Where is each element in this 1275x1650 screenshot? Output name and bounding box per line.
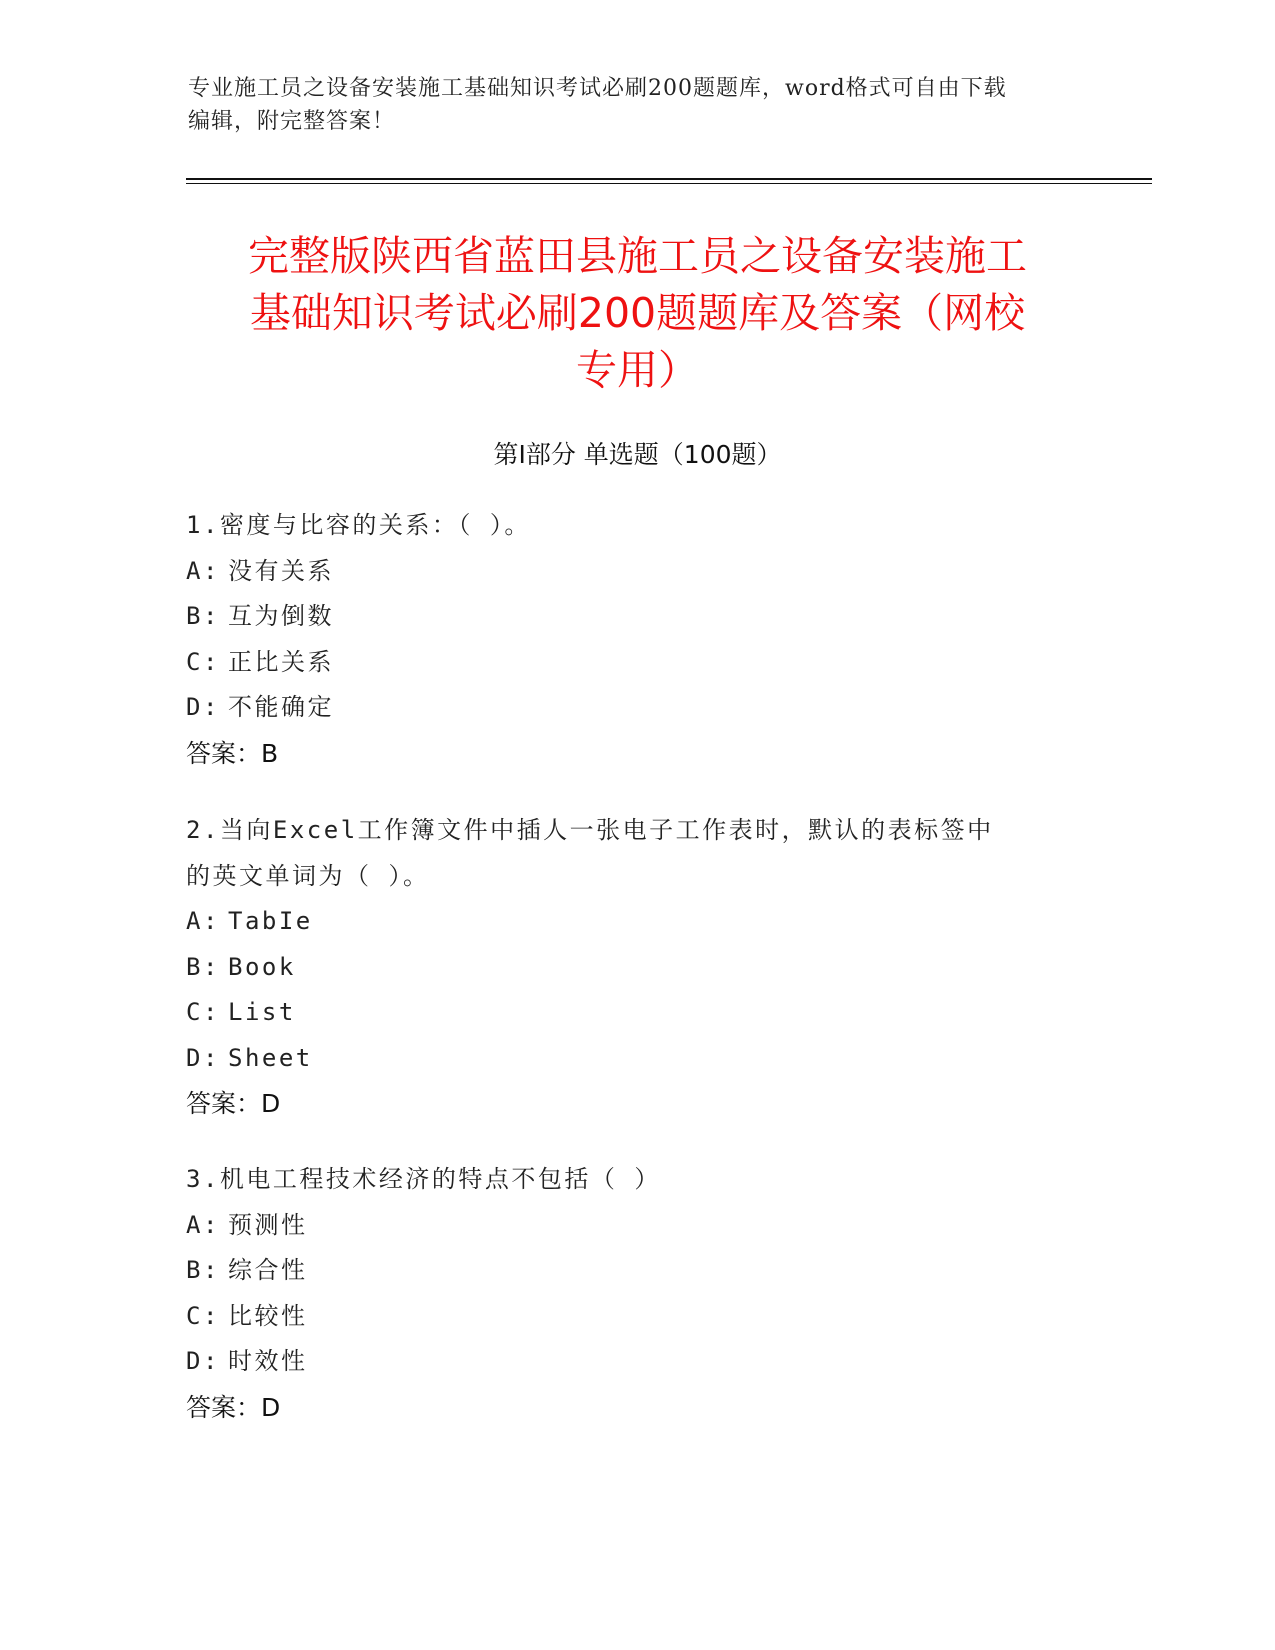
option-text: 综合性 (228, 1256, 308, 1284)
answer-line: 答案：D (186, 1392, 281, 1422)
option-a (186, 1203, 1086, 1249)
option-a (186, 899, 1086, 945)
option-b (186, 1248, 1086, 1294)
option-letter: D: (186, 693, 220, 721)
option-letter: A: (186, 556, 220, 585)
option-letter: D: (186, 1347, 220, 1375)
option-letter: B: (186, 952, 220, 981)
option-c (186, 640, 1086, 686)
option-letter: C: (186, 998, 220, 1026)
option-letter: B: (186, 602, 220, 630)
question-stem (186, 503, 1086, 549)
option-letter: C: (186, 1301, 220, 1330)
option-text: 不能确定 (228, 693, 334, 721)
option-text: 正比关系 (228, 647, 334, 676)
question-stem-line: 2.当向Excel工作簿文件中插人一张电子工作表时，默认的表标签中 (186, 816, 994, 844)
option-letter: A: (186, 907, 220, 935)
answer-line: 答案：B (186, 738, 279, 768)
option-d (186, 1036, 1086, 1082)
option-text: List (228, 998, 296, 1026)
option-text: Book (228, 952, 296, 981)
title-line: 基础知识考试必刷200题题库及答案（网校 (249, 289, 1026, 337)
option-b (186, 594, 1086, 640)
option-a (186, 549, 1086, 595)
option-letter: B: (186, 1256, 220, 1284)
question-2 (186, 808, 1086, 1127)
option-text: 没有关系 (228, 556, 334, 585)
question-stem-line: 3.机电工程技术经济的特点不包括（ ） (186, 1165, 661, 1193)
option-text: 互为倒数 (228, 602, 334, 630)
option-text: 预测性 (228, 1210, 308, 1239)
option-text: 时效性 (228, 1347, 308, 1375)
option-letter: A: (186, 1210, 220, 1239)
option-d (186, 685, 1086, 731)
question-stem-line: 的英文单词为（ ）。 (186, 861, 430, 890)
option-letter: C: (186, 647, 220, 676)
header-note-line: 专业施工员之设备安装施工基础知识考试必刷200题题库，word格式可自由下载 (188, 76, 1007, 101)
option-text: Sheet (228, 1043, 313, 1072)
answer-line: 答案：D (186, 1089, 281, 1118)
header-note-line: 编辑，附完整答案！ (188, 109, 396, 134)
title-line: 专用） (576, 346, 699, 394)
section-heading: 第I部分 单选题（100题） (493, 440, 782, 469)
question-stem (186, 1157, 1086, 1203)
document-title (160, 228, 1115, 399)
option-letter: D: (186, 1043, 220, 1072)
option-c (186, 990, 1086, 1036)
question-stem (186, 808, 1086, 899)
option-text: 比较性 (228, 1301, 308, 1330)
title-line: 完整版陕西省蓝田县施工员之设备安装施工 (248, 232, 1027, 280)
option-c (186, 1294, 1086, 1340)
question-stem-line: 1.密度与比容的关系：（ ）。 (186, 511, 531, 539)
option-d (186, 1339, 1086, 1385)
header-divider (186, 178, 1152, 180)
question-1 (186, 503, 1086, 776)
header-note (188, 72, 1088, 138)
question-3 (186, 1157, 1086, 1430)
option-text: TabIe (228, 907, 313, 935)
option-b (186, 945, 1086, 991)
header-divider-thin (186, 183, 1152, 184)
